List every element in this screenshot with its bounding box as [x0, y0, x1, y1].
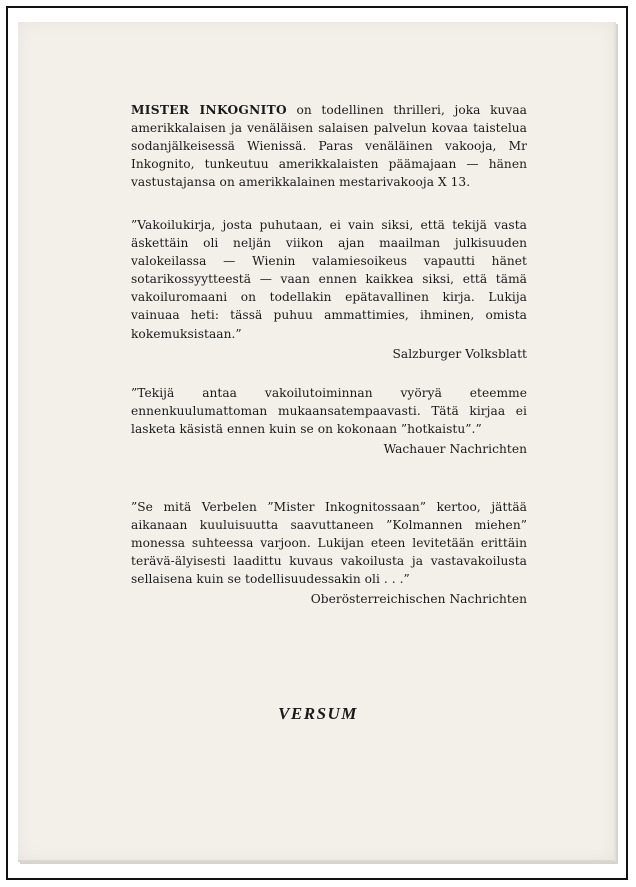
- publisher-name: VERSUM: [278, 704, 358, 723]
- intro-title: MISTER INKOGNITO: [131, 103, 287, 117]
- quote-source: Wachauer Nachrichten: [383, 442, 527, 457]
- review-quote-3: [131, 498, 527, 609]
- quote-text: ”Se mitä Verbelen ”Mister Inkognitossaan” kertoo, jättää aikanaan kuuluisuutta saavuttaneen ”Kolmannen miehen” monessa suhteessa varjoon. Lukijan eteen levitetään erittäin terävä-älyisesti laadittu kuvaus vakoilusta ja vastavakoilusta sellaisena kuin se todellisuudessakin oli . . .”: [131, 500, 527, 587]
- intro-paragraph: [131, 101, 527, 191]
- review-quote-2: [131, 384, 527, 458]
- quote-source: Oberösterreichischen Nachrichten: [310, 592, 527, 607]
- quote-text: ”Tekijä antaa vakoilutoiminnan vyöryä eteemme ennenkuulumattoman mukaansatempaavasti. Tätä kirjaa ei lasketa käsistä ennen kuin se on kokonaan ”hotkaistu”.”: [131, 386, 527, 437]
- intro-section: [131, 101, 527, 191]
- review-quote-1: [131, 216, 527, 363]
- quote-text: ”Vakoilukirja, josta puhutaan, ei vain siksi, että tekijä vasta äskettäin oli neljän viikon ajan maailman julkisuuden valokeilassa — Wienin valamiesoikeus vapautti hänet sotarikossyytteestä — vaan ennen kaikkea siksi, että tämä vakoiluromaani on todellakin epätavallinen kirja. Lukija vainuaa heti: tässä puhuu ammattimies, ihminen, omista kokemuksistaan.”: [131, 218, 527, 341]
- intro-text: on todellinen thrilleri, joka kuvaa amerikkalaisen ja venäläisen salaisen palvelun kovaa taistelua sodanjälkeisessä Wienissä. Paras venäläinen vakooja, Mr Inkognito, tunkeutuu amerikkalaisten päämajaan — hänen vastustajansa on amerikkalainen mestarivakooja X 13.: [131, 103, 527, 190]
- quote-source: Salzburger Volksblatt: [392, 346, 527, 361]
